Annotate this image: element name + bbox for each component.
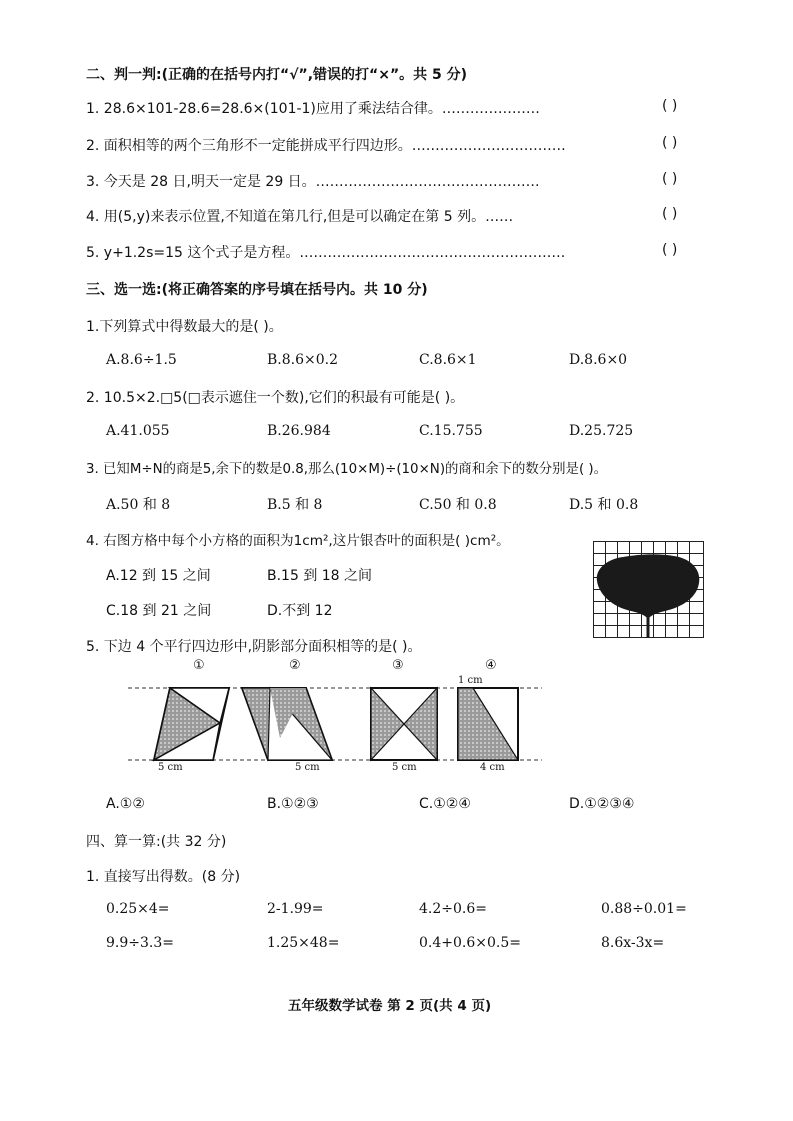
q4-option-a[interactable]: A.12 到 15 之间 bbox=[106, 568, 211, 584]
calc-2-1: 9.9÷3.3= bbox=[106, 935, 174, 951]
judge-item-1: 1. 28.6×101-28.6=28.6×(101-1)应用了乘法结合律。………………… bbox=[86, 101, 540, 117]
q2-option-b[interactable]: B.26.984 bbox=[267, 423, 331, 439]
q4-option-d[interactable]: D.不到 12 bbox=[267, 603, 333, 619]
q1-option-c[interactable]: C.8.6×1 bbox=[419, 352, 477, 368]
calc-1-4: 0.88÷0.01= bbox=[601, 901, 687, 917]
calc-1-3: 4.2÷0.6= bbox=[419, 901, 487, 917]
calc-2-3: 0.4+0.6×0.5= bbox=[419, 935, 521, 951]
q3-option-d[interactable]: D.5 和 0.8 bbox=[569, 497, 639, 513]
section2-header: 二、判一判:(正确的在括号内打“√”,错误的打“×”。共 5 分) bbox=[86, 67, 468, 83]
section4-sub1: 1. 直接写出得数。(8 分) bbox=[86, 869, 241, 885]
q5-option-a[interactable]: A.①② bbox=[106, 796, 145, 812]
calc-1-1: 0.25×4= bbox=[106, 901, 170, 917]
q3-option-a[interactable]: A.50 和 8 bbox=[106, 497, 171, 513]
judge-answer-5[interactable]: ( ) bbox=[662, 242, 678, 258]
q1-option-d[interactable]: D.8.6×0 bbox=[569, 352, 628, 368]
judge-answer-1[interactable]: ( ) bbox=[662, 98, 678, 114]
figure-2-number: ② bbox=[289, 658, 301, 673]
choice-q2-stem: 2. 10.5×2.□5(□表示遮住一个数),它们的积最有可能是( )。 bbox=[86, 390, 465, 406]
calc-2-4: 8.6x-3x= bbox=[601, 935, 665, 951]
q2-option-a[interactable]: A.41.055 bbox=[106, 423, 170, 439]
figure-1-base-label: 5 cm bbox=[158, 762, 183, 773]
judge-answer-3[interactable]: ( ) bbox=[662, 171, 678, 187]
figure-4-base-label: 4 cm bbox=[480, 762, 505, 773]
q5-option-d[interactable]: D.①②③④ bbox=[569, 796, 635, 812]
ginkgo-leaf-grid-figure bbox=[593, 541, 705, 639]
judge-item-2: 2. 面积相等的两个三角形不一定能拼成平行四边形。…………………………… bbox=[86, 138, 566, 154]
q1-option-a[interactable]: A.8.6÷1.5 bbox=[106, 352, 177, 368]
choice-q1-stem: 1.下列算式中得数最大的是( )。 bbox=[86, 319, 283, 335]
q1-option-b[interactable]: B.8.6×0.2 bbox=[267, 352, 338, 368]
choice-q4-stem: 4. 右图方格中每个小方格的面积为1cm²,这片银杏叶的面积是( )cm²。 bbox=[86, 533, 510, 549]
page-footer: 五年级数学试卷 第 2 页(共 4 页) bbox=[288, 998, 492, 1014]
figure-2-base-label: 5 cm bbox=[295, 762, 320, 773]
judge-item-5: 5. y+1.2s=15 这个式子是方程。………………………………………………… bbox=[86, 245, 566, 261]
q4-option-c[interactable]: C.18 到 21 之间 bbox=[106, 603, 212, 619]
calc-1-2: 2-1.99= bbox=[267, 901, 324, 917]
q5-option-b[interactable]: B.①②③ bbox=[267, 796, 319, 812]
figure-4-number: ④ bbox=[485, 658, 497, 673]
judge-item-3: 3. 今天是 28 日,明天一定是 29 日。………………………………………… bbox=[86, 174, 540, 190]
section3-header: 三、选一选:(将正确答案的序号填在括号内。共 10 分) bbox=[86, 282, 428, 298]
q5-option-c[interactable]: C.①②④ bbox=[419, 796, 471, 812]
figure-4-top-label: 1 cm bbox=[458, 675, 483, 686]
figure-1-number: ① bbox=[193, 658, 205, 673]
judge-answer-4[interactable]: ( ) bbox=[662, 206, 678, 222]
calc-2-2: 1.25×48= bbox=[267, 935, 340, 951]
choice-q5-stem: 5. 下边 4 个平行四边形中,阴影部分面积相等的是( )。 bbox=[86, 639, 422, 655]
section4-header: 四、算一算:(共 32 分) bbox=[86, 834, 227, 850]
figure-3-base-label: 5 cm bbox=[392, 762, 417, 773]
judge-item-4: 4. 用(5,y)来表示位置,不知道在第几行,但是可以确定在第 5 列。…… bbox=[86, 209, 514, 225]
q2-option-c[interactable]: C.15.755 bbox=[419, 423, 483, 439]
q4-option-b[interactable]: B.15 到 18 之间 bbox=[267, 568, 373, 584]
q3-option-c[interactable]: C.50 和 0.8 bbox=[419, 497, 497, 513]
q3-option-b[interactable]: B.5 和 8 bbox=[267, 497, 323, 513]
figure-3-number: ③ bbox=[392, 658, 404, 673]
q2-option-d[interactable]: D.25.725 bbox=[569, 423, 634, 439]
choice-q3-stem: 3. 已知M÷N的商是5,余下的数是0.8,那么(10×M)÷(10×N)的商和余下的数分别是( )。 bbox=[86, 462, 608, 477]
judge-answer-2[interactable]: ( ) bbox=[662, 135, 678, 151]
